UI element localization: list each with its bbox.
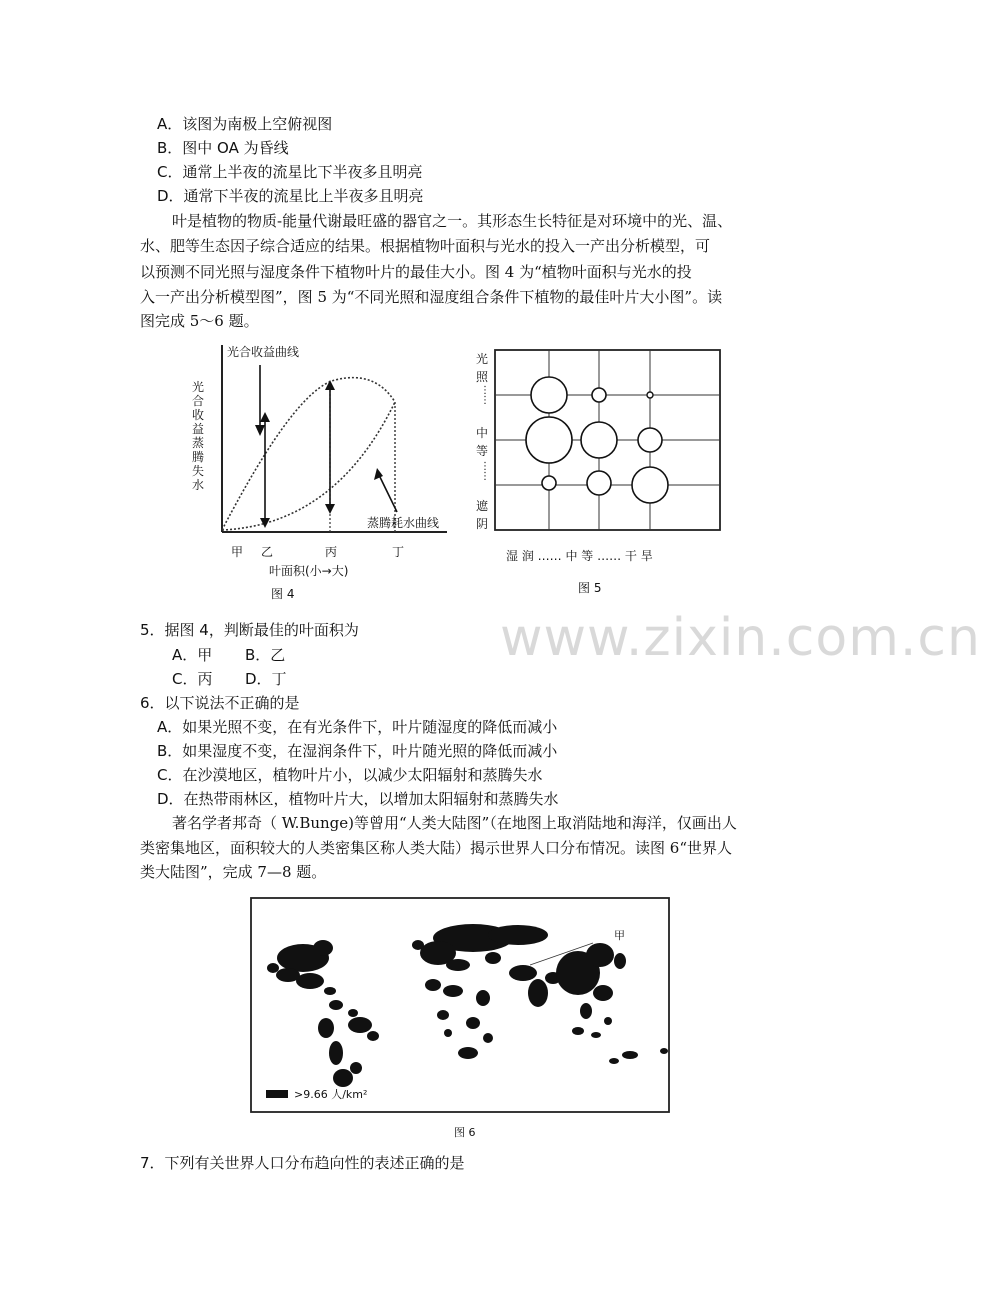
fig5-y-label-bottom: 遮阴 <box>476 499 489 531</box>
curve2-label: 蒸腾耗水曲线 <box>367 516 440 530</box>
q5-option-a: A．甲 <box>172 646 213 664</box>
x-tick: 甲 <box>231 545 244 559</box>
intro1-line: 叶是植物的物质-能量代谢最旺盛的器官之一。其形态生长特征是对环境中的光、温、 <box>172 212 733 230</box>
q5-option-d: D．丁 <box>245 670 287 688</box>
q7-stem: 7．下列有关世界人口分布趋向性的表述正确的是 <box>140 1154 465 1172</box>
intro2-line: 类密集地区，面积较大的人类密集区称人类大陆）揭示世界人口分布情况。读图 6“世界人 <box>140 839 732 857</box>
q4-option-a: A．该图为南极上空俯视图 <box>157 115 333 133</box>
y-axis-label: 光合收益蒸腾失水 <box>192 380 205 492</box>
q4-option-c: C．通常上半夜的流星比下半夜多且明亮 <box>157 163 423 181</box>
q4-option-b: B．图中 OA 为昏线 <box>157 139 289 157</box>
fig5-caption: 图 5 <box>578 581 602 595</box>
legend-swatch <box>266 1090 288 1098</box>
q6-option-b: B．如果湿度不变，在湿润条件下，叶片随光照的降低而减小 <box>157 742 558 760</box>
q6-stem: 6．以下说法不正确的是 <box>140 694 300 712</box>
intro2-line: 类大陆图”，完成 7—8 题。 <box>140 863 327 881</box>
q6-option-c: C．在沙漠地区，植物叶片小，以减少太阳辐射和蒸腾失水 <box>157 766 543 784</box>
legend-label: >9.66 人/km² <box>294 1088 368 1101</box>
marker-jia: 甲 <box>614 929 625 942</box>
q5-stem: 5．据图 4，判断最佳的叶面积为 <box>140 621 359 639</box>
intro1-line: 图完成 5～6 题。 <box>140 312 259 330</box>
curve1-label: 光合收益曲线 <box>227 345 300 359</box>
q4-option-d: D．通常下半夜的流星比上半夜多且明亮 <box>157 187 424 205</box>
fig5-x-label: 湿 润 …… 中 等 …… 干 旱 <box>506 549 653 563</box>
fig5-y-label-top: 光照 <box>476 352 489 384</box>
figure-6 <box>248 893 673 1143</box>
x-tick: 乙 <box>261 545 274 559</box>
q5-option-c: C．丙 <box>172 670 213 688</box>
figure-5 <box>470 340 730 605</box>
intro2-line: 著名学者邦奇（ W.Bunge)等曾用“人类大陆图”（在地图上取消陆地和海洋，仅画出人 <box>172 814 737 832</box>
q6-option-d: D．在热带雨林区，植物叶片大，以增加太阳辐射和蒸腾失水 <box>157 790 559 808</box>
q5-option-b: B．乙 <box>245 646 286 664</box>
fig4-caption: 图 4 <box>271 587 295 601</box>
x-axis-label: 叶面积(小→大) <box>269 564 349 578</box>
fig5-y-dots: ⋮ ⋮ <box>480 385 490 406</box>
watermark: www.zixin.com.cn <box>500 608 981 668</box>
intro1-line: 水、肥等生态因子综合适应的结果。根据植物叶面积与光水的投入一产出分析模型，可 <box>140 237 711 255</box>
fig6-caption: 图 6 <box>454 1126 476 1139</box>
intro1-line: 入一产出分析模型图”，图 5 为“不同光照和湿度组合条件下植物的最佳叶片大小图”。读 <box>140 288 723 306</box>
figure-4 <box>185 340 475 610</box>
x-tick: 丙 <box>325 545 338 559</box>
fig5-y-label-mid: 中等 <box>476 426 489 458</box>
fig5-y-dots: ⋮ ⋮ <box>480 461 490 482</box>
q6-option-a: A．如果光照不变，在有光条件下，叶片随湿度的降低而减小 <box>157 718 558 736</box>
intro1-line: 以预测不同光照与湿度条件下植物叶片的最佳大小。图 4 为“植物叶面积与光水的投 <box>140 263 692 281</box>
x-tick: 丁 <box>392 545 405 559</box>
